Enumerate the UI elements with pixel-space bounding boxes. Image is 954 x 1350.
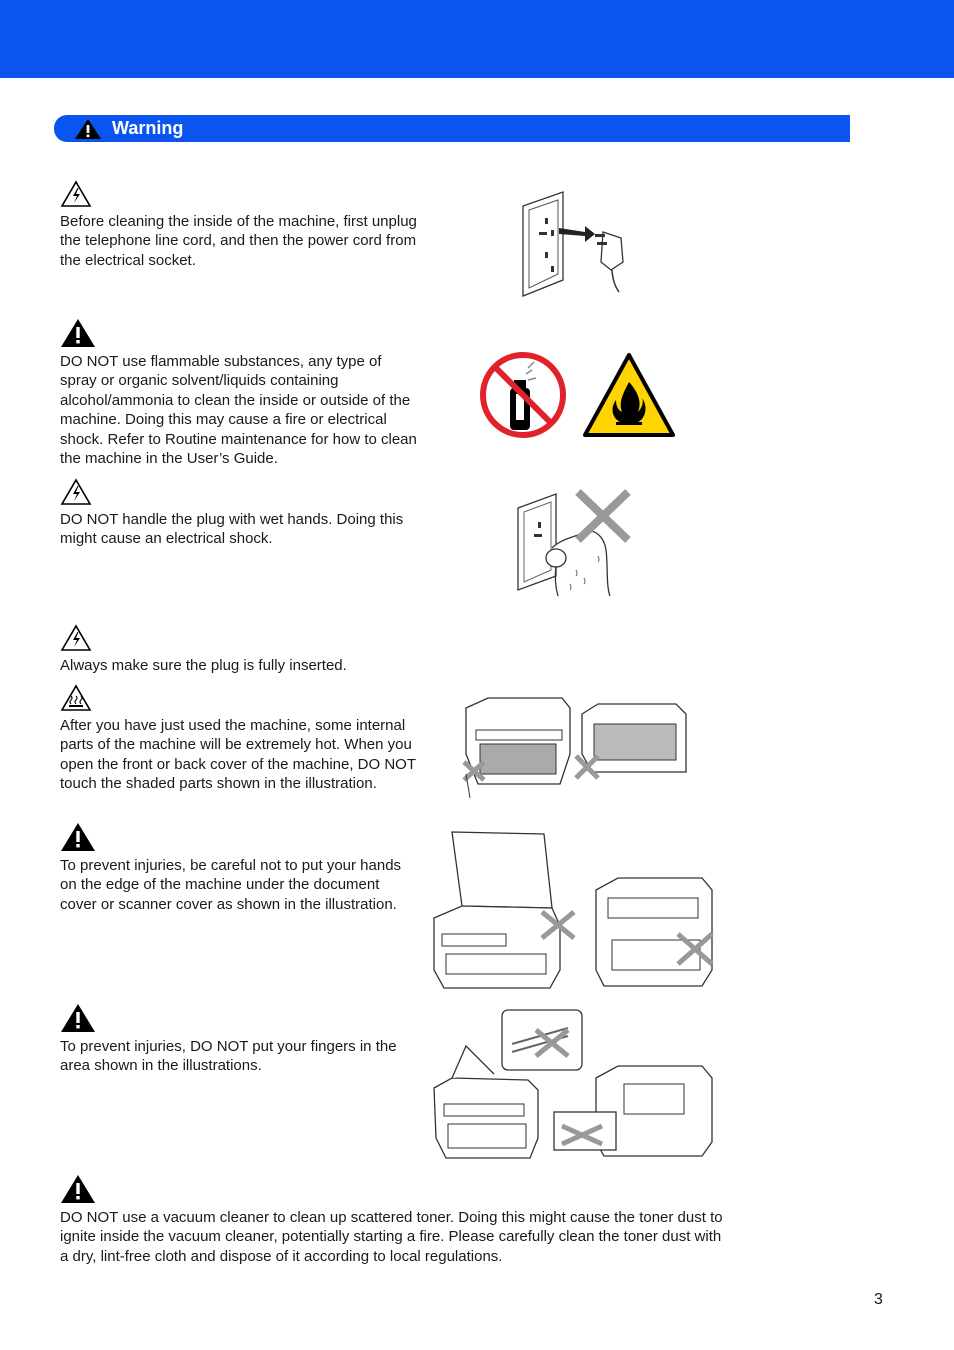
page-number: 3 bbox=[874, 1291, 883, 1308]
electric-hazard-icon bbox=[60, 478, 92, 506]
warning-text: Always make sure the plug is fully inserted. bbox=[60, 657, 347, 674]
electric-hazard-icon bbox=[60, 624, 92, 652]
warning-item-vacuum bbox=[60, 1174, 730, 1266]
warning-item-plug-inserted bbox=[60, 624, 420, 675]
warning-item-unplug bbox=[60, 180, 420, 270]
warning-text: Before cleaning the inside of the machine, first unplug the telephone line cord, and then the power cord from the electrical socket. bbox=[60, 213, 417, 269]
warning-item-wet-hands bbox=[60, 478, 420, 549]
warning-text: To prevent injuries, DO NOT put your fingers in the area shown in the illustrations. bbox=[60, 1038, 397, 1075]
wet-hands-plug-illustration bbox=[512, 486, 638, 598]
caution-icon bbox=[60, 1174, 96, 1204]
unplug-socket-illustration bbox=[515, 188, 635, 298]
hot-surface-icon bbox=[60, 684, 92, 712]
header-bar bbox=[0, 0, 954, 78]
warning-text: DO NOT use flammable substances, any type of spray or organic solvent/liquids containing alcohol/ammonia to clean the inside or outside of the machine. Doing this may cause a fire or electrical shock. Refer to Routine maintenance for how to clean the machine in the User’s Guide. bbox=[60, 353, 417, 468]
warning-item-fingers bbox=[60, 1003, 420, 1076]
warning-title: Warning bbox=[112, 118, 184, 138]
warning-item-hot-parts bbox=[60, 684, 420, 794]
warning-triangle-icon bbox=[74, 118, 102, 140]
warning-banner bbox=[54, 115, 850, 142]
warning-item-flammable bbox=[60, 318, 420, 468]
warning-text: To prevent injuries, be careful not to put your hands on the edge of the machine under the document cover or scanner cover as shown in the illustration. bbox=[60, 857, 402, 913]
electric-hazard-icon bbox=[60, 180, 92, 208]
warning-text: DO NOT use a vacuum cleaner to clean up scattered toner. Doing this might cause the toner dust to ignite inside the vacuum cleaner, potentially starting a fire. Please carefully clean the toner dust with a dry, lint-free cloth and dispose of it according to local regulations. bbox=[60, 1209, 723, 1265]
warning-text: DO NOT handle the plug with wet hands. Doing this might cause an electrical shock. bbox=[60, 511, 404, 548]
scanner-cover-illustration bbox=[432, 830, 716, 990]
fire-hazard-icon bbox=[582, 352, 676, 438]
no-spray-icon bbox=[478, 350, 568, 440]
warning-item-cover-edge bbox=[60, 822, 420, 914]
finger-area-illustration bbox=[432, 1008, 716, 1160]
caution-icon bbox=[60, 822, 96, 852]
hot-parts-illustration bbox=[460, 694, 692, 802]
warning-text: After you have just used the machine, some internal parts of the machine will be extremely hot. When you open the front or back cover of the machine, DO NOT touch the shaded parts shown in the illustration. bbox=[60, 717, 416, 793]
caution-icon bbox=[60, 318, 96, 348]
caution-icon bbox=[60, 1003, 96, 1033]
